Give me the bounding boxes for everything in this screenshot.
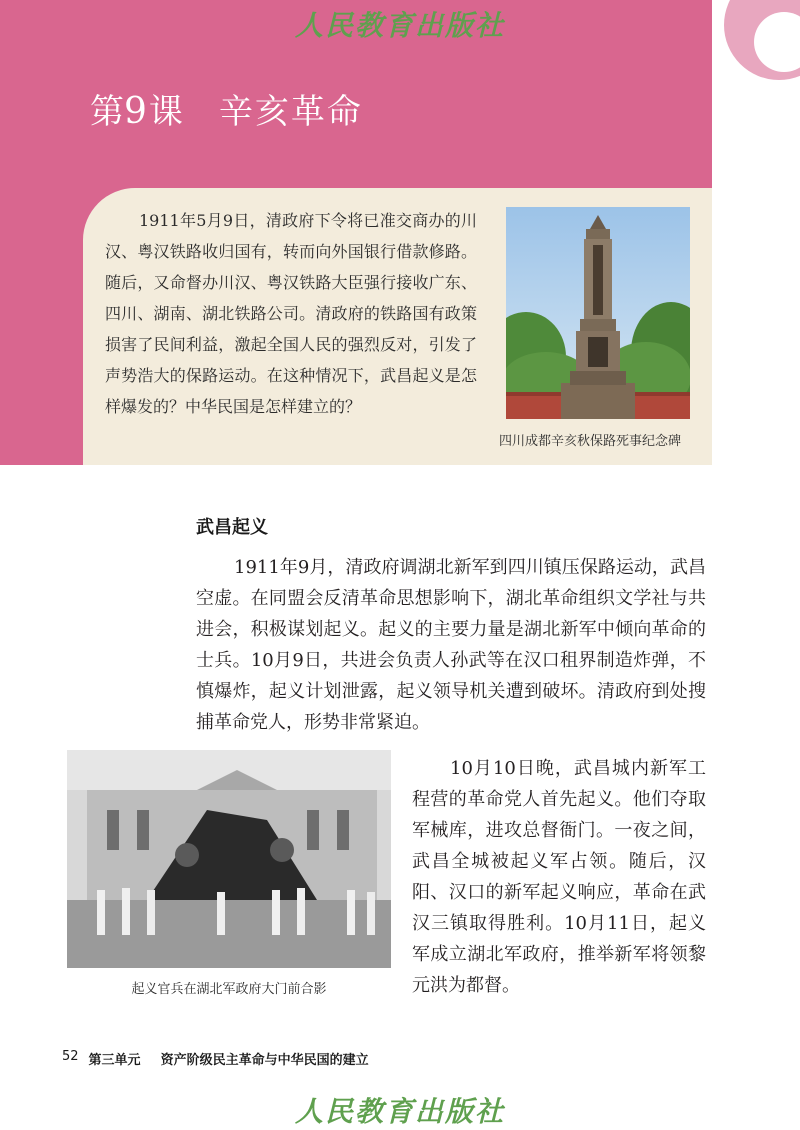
intro-text: 1911年5月9日，清政府下令将已准交商办的川汉、粤汉铁路收归国有，转而向外国银行借款修路。随后，又命督办川汉、粤汉铁路大臣强行接收广东、四川、湖南、湖北铁路公司。清政府的铁路国有政策损害了民间利益，激起全国人民的强烈反对，引发了声势浩大的保路运动。在这种情况下，武昌起义是怎样爆发的？中华民国是怎样建立的？ [105, 211, 477, 416]
photo-caption: 起义官兵在湖北军政府大门前合影 [131, 981, 327, 996]
monument-image [506, 207, 690, 419]
paragraph-1: 1911年9月，清政府调湖北新军到四川镇压保路运动，武昌空虚。在同盟会反清革命思想影响下，湖北革命组织文学社与共进会，积极谋划起义。起义的主要力量是湖北新军中倾向革命的士兵。10月9日，共进会负责人孙武等在汉口租界制造炸弹，不慎爆炸，起义计划泄露，起义领导机关遭到破坏。清政府到处搜捕革命党人，形势非常紧迫。 [196, 557, 706, 733]
monument-caption: 四川成都辛亥秋保路死事纪念碑 [498, 433, 681, 448]
lesson-title [90, 84, 363, 133]
section-heading: 武昌起义 [196, 517, 268, 538]
publisher-logo-top: 人民教育出版社 [294, 9, 505, 42]
unit-label: 第三单元 [88, 1053, 141, 1068]
page-footer [62, 1049, 369, 1068]
lesson-name: 辛亥革命 [218, 92, 363, 132]
unit-title: 资产阶级民主革命与中华民国的建立 [160, 1053, 369, 1068]
page-number: 52 [62, 1049, 79, 1064]
publisher-logo-bottom: 人民教育出版社 [294, 1095, 505, 1128]
paragraph-2: 10月10日晚，武昌城内新军工程营的革命党人首先起义。他们夺取军械库，进攻总督衙门。一夜之间，武昌全城被起义军占领。随后，汉阳、汉口的新军起义响应，革命在武汉三镇取得胜利。10月11日，起义军成立湖北军政府，推举新军将领黎元洪为都督。 [412, 758, 706, 996]
lesson-number: 9 [124, 91, 147, 132]
historical-photo [67, 750, 391, 968]
lesson-suffix: 课 [148, 92, 183, 132]
lesson-prefix: 第 [90, 92, 124, 132]
